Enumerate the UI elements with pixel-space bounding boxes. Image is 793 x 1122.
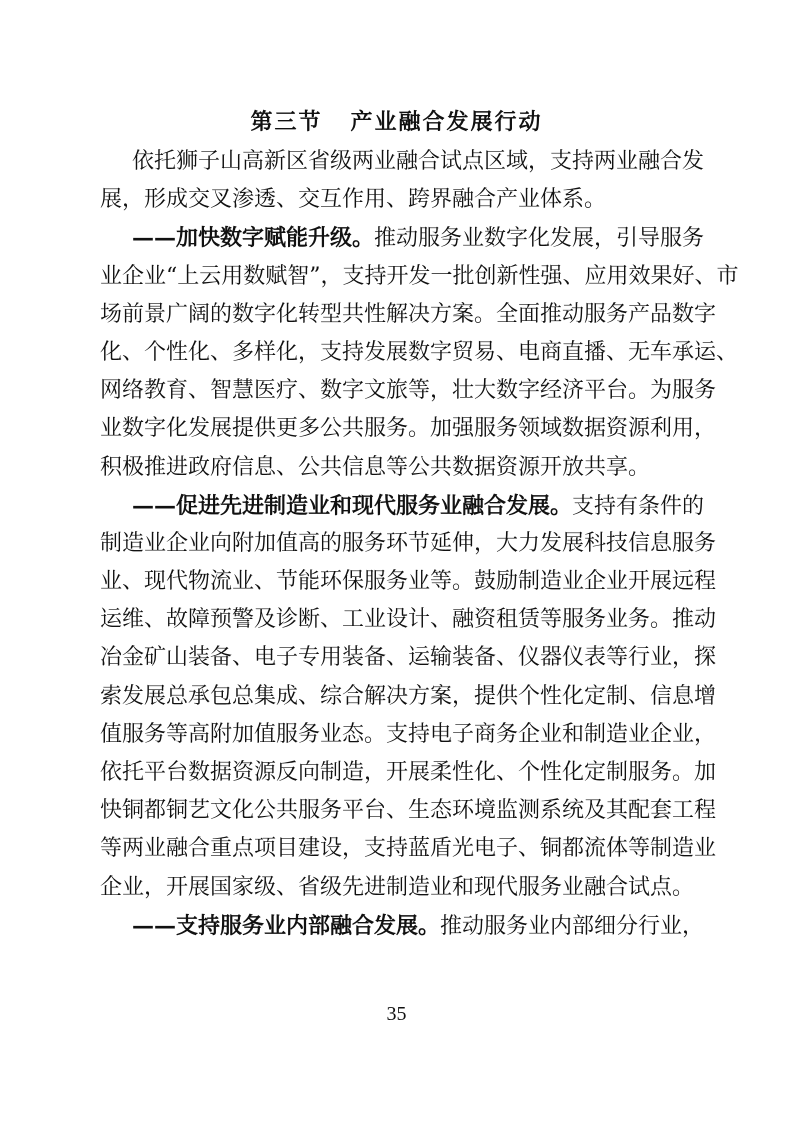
line-text: 化、个性化、多样化，支持发展数字贸易、电商直播、无车承运、	[100, 339, 739, 365]
line-text: 场前景广阔的数字化转型共性解决方案。全面推动服务产品数字	[100, 301, 717, 327]
text-line	[100, 563, 717, 601]
bold-heading: ——支持服务业内部融合发展。	[132, 912, 441, 939]
bold-heading: ——加快数字赋能升级。	[132, 225, 375, 252]
line-text: 展，形成交叉渗透、交互作用、跨界融合产业体系。	[100, 187, 607, 213]
text-line	[100, 449, 702, 487]
line-text: 业企业“上云用数赋智”，支持开发一批创新性强、应用效果好、市	[100, 263, 739, 289]
line-text: 冶金矿山装备、电子专用装备、运输装备、仪器仪表等行业，探	[100, 645, 717, 671]
section-name: 产业融合发展行动	[350, 109, 543, 135]
line-text: 支持有条件的	[572, 493, 705, 519]
text-line	[100, 754, 717, 792]
text-line	[100, 792, 717, 830]
line-text: 推动服务业数字化发展，引导服务	[374, 226, 705, 252]
text-line	[100, 334, 739, 372]
text-line	[100, 639, 717, 677]
bold-heading: ——促进先进制造业和现代服务业融合发展。	[132, 492, 573, 519]
line-text: 业数字化发展提供更多公共服务。加强服务领域数据资源利用，	[100, 416, 717, 442]
line-text: 依托狮子山高新区省级两业融合试点区域，支持两业融合发	[132, 149, 705, 174]
page-number: 35	[386, 1003, 407, 1025]
text-line	[100, 372, 717, 410]
line-text: 积极推进政府信息、公共信息等公共数据资源开放共享。	[100, 454, 651, 480]
text-line	[100, 716, 717, 754]
line-text: 等两业融合重点项目建设，支持蓝盾光电子、铜都流体等制造业	[100, 836, 717, 862]
line-text: 推动服务业内部细分行业，	[440, 913, 705, 939]
line-text: 值服务等高附加值服务业态。支持电子商务企业和制造业企业，	[100, 721, 717, 747]
text-line	[100, 487, 705, 525]
line-text: 依托平台数据资源反向制造，开展柔性化、个性化定制服务。加	[100, 760, 717, 785]
text-line	[100, 907, 705, 945]
line-text: 快铜都铜艺文化公共服务平台、生态环境监测系统及其配套工程	[100, 798, 717, 824]
section-title	[0, 105, 793, 136]
text-line	[100, 258, 739, 296]
text-line	[100, 830, 717, 868]
text-line	[100, 525, 717, 563]
text-line	[100, 601, 717, 639]
text-line	[100, 143, 705, 181]
text-line	[100, 410, 717, 448]
line-text: 运维、故障预警及诊断、工业设计、融资租赁等服务业务。推动	[100, 607, 717, 633]
section-number: 第三节	[250, 109, 323, 135]
line-text: 网络教育、智慧医疗、数字文旅等，壮大数字经济平台。为服务	[100, 378, 717, 404]
line-text: 业、现代物流业、节能环保服务业等。鼓励制造业企业开展远程	[100, 569, 717, 595]
line-text: 制造业企业向附加值高的服务环节延伸，大力发展科技信息服务	[100, 530, 717, 556]
line-text: 企业，开展国家级、省级先进制造业和现代服务业融合试点。	[100, 874, 695, 900]
document-body	[100, 143, 739, 945]
text-line	[100, 678, 717, 716]
text-line	[100, 296, 717, 334]
text-line	[100, 181, 702, 219]
line-text: 索发展总承包总集成、综合解决方案，提供个性化定制、信息增	[100, 683, 717, 709]
text-line	[100, 869, 702, 907]
text-line	[100, 219, 705, 257]
